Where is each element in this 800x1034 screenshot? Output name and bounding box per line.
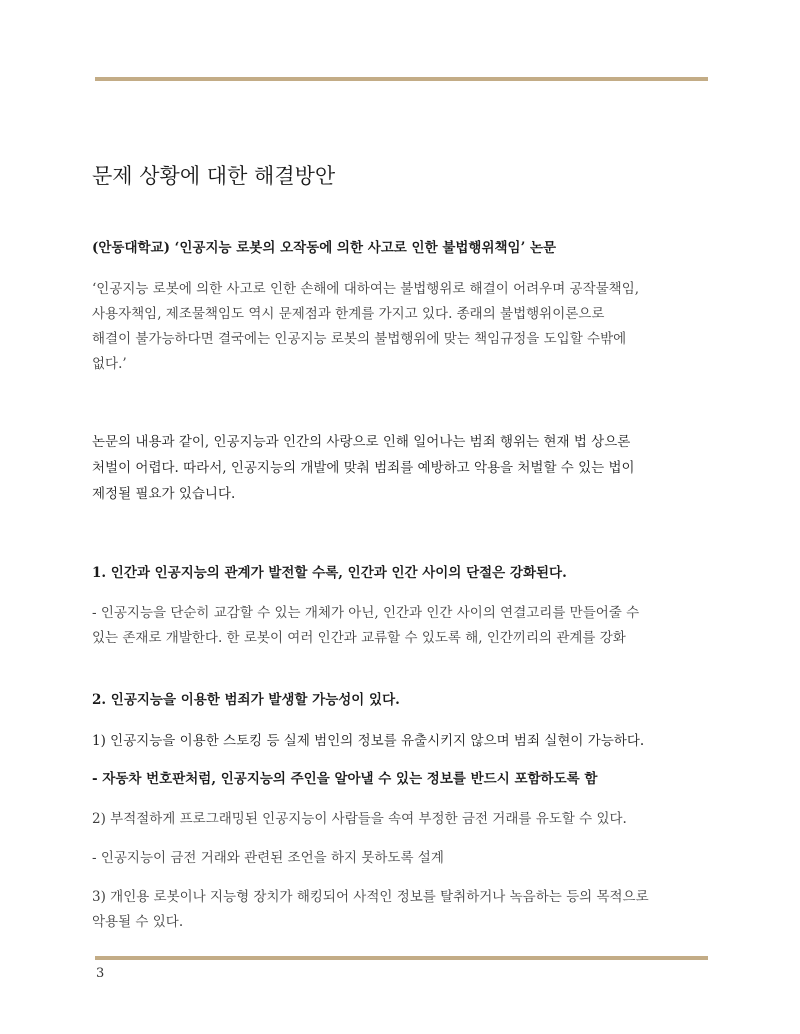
summary-line: 논문의 내용과 같이, 인공지능과 인간의 사랑으로 인해 일어나는 범죄 행위는 현재 법 상으론 (92, 434, 631, 450)
section2-item3-line: 3) 개인용 로봇이나 지능형 장치가 해킹되어 사적인 정보를 탈취하거나 녹음하는 등의 목적으로 (92, 889, 649, 905)
reference-title: (안동대학교) ‘인공지능 로봇의 오작동에 의한 사고로 인한 불법행위책임’ 논문 (92, 240, 557, 256)
section2-item3-line: 악용될 수 있다. (92, 914, 184, 930)
section2-item1-solution: - 자동차 번호판처럼, 인공지능의 주인을 알아낼 수 있는 정보를 반드시 포함하도록 함 (92, 771, 598, 787)
quote-line: 해결이 불가능하다면 결국에는 인공지능 로봇의 불법행위에 맞는 책임규정을 도입할 수밖에 (92, 331, 627, 347)
section1-title: 1. 인간과 인공지능의 관계가 발전할 수록, 인간과 인간 사이의 단절은 강화된다. (92, 565, 567, 581)
page-heading: 문제 상황에 대한 해결방안 (92, 164, 336, 188)
page-number: 3 (96, 966, 105, 981)
section1-line: - 인공지능을 단순히 교감할 수 있는 개체가 아닌, 인간과 인간 사이의 연결고리를 만들어줄 수 (92, 605, 640, 621)
section2-item2-solution: - 인공지능이 금전 거래와 관련된 조언을 하지 못하도록 설계 (92, 850, 444, 866)
summary-line: 처벌이 어렵다. 따라서, 인공지능의 개발에 맞춰 범죄를 예방하고 악용을 처벌할 수 있는 법이 (92, 460, 635, 476)
section2-title: 2. 인공지능을 이용한 범죄가 발생할 가능성이 있다. (92, 692, 400, 708)
section2-item1: 1) 인공지능을 이용한 스토킹 등 실제 범인의 정보를 유출시키지 않으며 범죄 실현이 가능하다. (92, 733, 645, 749)
top-divider (95, 77, 708, 81)
quote-line: ‘인공지능 로봇에 의한 사고로 인한 손해에 대하여는 불법행위로 해결이 어려우며 공작물책임, (92, 281, 640, 297)
quote-line: 없다.’ (92, 356, 127, 372)
section1-line: 있는 존재로 개발한다. 한 로봇이 여러 인간과 교류할 수 있도록 해, 인간끼리의 관계를 강화 (92, 630, 626, 646)
summary-line: 제정될 필요가 있습니다. (92, 486, 236, 502)
section2-item2: 2) 부적절하게 프로그래밍된 인공지능이 사람들을 속여 부정한 금전 거래를 유도할 수 있다. (92, 811, 627, 827)
bottom-divider (95, 956, 708, 960)
quote-line: 사용자책임, 제조물책임도 역시 문제점과 한계를 가지고 있다. 종래의 불법행위이론으로 (92, 306, 605, 322)
